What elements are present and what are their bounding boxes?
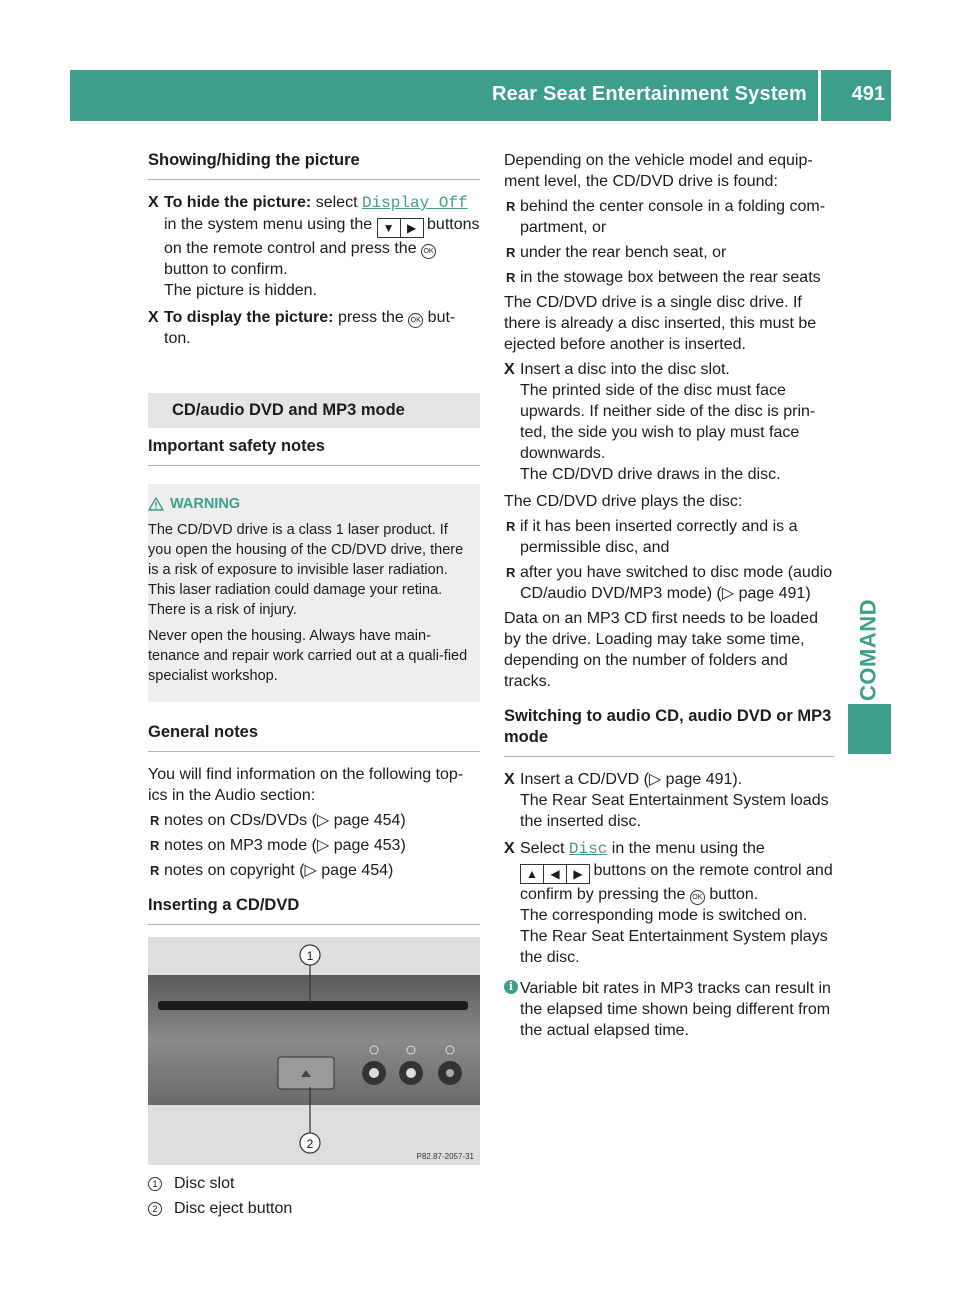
warning-paragraph-1: The CD/DVD drive is a class 1 laser product. If you open the housing of the CD/DVD drive, there is a risk of exposure to invisible laser radiation. This laser radiation could damage your retina. There is a risk of injury. bbox=[148, 522, 464, 618]
general-item-text: notes on copyright (▷ page 454) bbox=[164, 862, 394, 879]
inserting-heading: Inserting a CD/DVD bbox=[148, 895, 480, 925]
photo-code: P82.87-2057-31 bbox=[416, 1152, 474, 1161]
left-key-icon: ◀ bbox=[543, 864, 567, 884]
bullet-icon: R bbox=[506, 199, 516, 214]
step2-text-1: Select bbox=[520, 840, 565, 857]
side-tab-marker bbox=[848, 704, 891, 754]
display-text-1: press the bbox=[337, 309, 404, 326]
legend-number: 2 bbox=[148, 1202, 162, 1216]
hide-picture-step bbox=[148, 192, 480, 301]
callout-1: 1 bbox=[306, 949, 314, 963]
step2-text-4: button. bbox=[709, 886, 759, 903]
callout-2: 2 bbox=[306, 1137, 314, 1151]
info-note bbox=[504, 978, 834, 1041]
list-item bbox=[504, 562, 834, 604]
step1-text: Insert a CD/DVD (▷ page 491). bbox=[520, 771, 743, 788]
warning-title-text: WARNING bbox=[170, 496, 241, 512]
legend-item bbox=[148, 1198, 480, 1219]
list-item bbox=[148, 835, 480, 856]
step-arrow-icon: X bbox=[504, 361, 515, 378]
single-disc-note: The CD/DVD drive is a single disc drive. If there is already a disc inserted, this must be ejected before another is inserted. bbox=[504, 294, 817, 353]
select-disc-step bbox=[504, 838, 834, 968]
general-item-text: notes on MP3 mode (▷ page 453) bbox=[164, 837, 406, 854]
up-key-icon: ▲ bbox=[520, 864, 544, 884]
drive-location-intro: Depending on the vehicle model and equip-ment level, the CD/DVD drive is found: bbox=[504, 152, 813, 190]
disc-menu-item: Disc bbox=[568, 840, 608, 858]
display-off-menu-item: Display Off bbox=[361, 194, 468, 212]
right-key-icon: ▶ bbox=[400, 218, 424, 238]
disc-slot bbox=[158, 1001, 468, 1010]
hide-label: To hide the picture: bbox=[164, 194, 312, 211]
warning-title bbox=[148, 494, 472, 514]
page-number: 491 bbox=[851, 83, 885, 105]
location-text: in the stowage box between the rear seats bbox=[520, 269, 821, 286]
warning-paragraph-2: Never open the housing. Always have main-tenance and repair work carried out at a quali-fied specialist workshop. bbox=[148, 628, 468, 684]
step2-result-2: The Rear Seat Entertainment System plays the disc. bbox=[520, 928, 828, 966]
section-title: CD/audio DVD and MP3 mode bbox=[148, 393, 480, 428]
bullet-icon: R bbox=[150, 838, 160, 853]
info-icon: i bbox=[504, 980, 518, 994]
step-arrow-icon: X bbox=[504, 840, 515, 857]
bullet-icon: R bbox=[150, 813, 160, 828]
hide-result: The picture is hidden. bbox=[164, 282, 317, 299]
insert-result: The CD/DVD drive draws in the disc. bbox=[520, 466, 781, 483]
bullet-icon: R bbox=[506, 565, 516, 580]
plays-item-text: after you have switched to disc mode (audio CD/audio DVD/MP3 mode) (▷ page 491) bbox=[520, 564, 833, 602]
down-key-icon: ▼ bbox=[377, 218, 401, 238]
location-text: under the rear bench seat, or bbox=[520, 244, 727, 261]
legend-label: Disc eject button bbox=[174, 1200, 293, 1217]
location-text: behind the center console in a folding com-partment, or bbox=[520, 198, 826, 236]
right-key-icon: ▶ bbox=[566, 864, 590, 884]
general-notes-heading: General notes bbox=[148, 722, 480, 752]
insert-cd-step bbox=[504, 769, 834, 832]
mp3-note: Data on an MP3 CD first needs to be loaded by the drive. Loading may take some time, depending on the number of folders and tracks. bbox=[504, 610, 818, 690]
warning-box bbox=[148, 484, 480, 702]
insert-step-text: Insert a disc into the disc slot. bbox=[520, 361, 730, 378]
step-arrow-icon: X bbox=[148, 309, 159, 326]
page-header bbox=[70, 70, 891, 121]
hide-text-3: buttons on the remote control and press the bbox=[164, 216, 480, 257]
step-arrow-icon: X bbox=[148, 194, 159, 211]
cd-drive-illustration bbox=[148, 937, 480, 1165]
list-item bbox=[504, 516, 834, 558]
hide-text-1: select bbox=[315, 194, 358, 211]
step2-result-1: The corresponding mode is switched on. bbox=[520, 907, 808, 924]
ok-button-icon: OK bbox=[408, 313, 423, 328]
insert-detail: The printed side of the disc must face upwards. If neither side of the disc is prin-ted, the side you wish to play must face downwards. bbox=[520, 382, 816, 462]
step2-text-3: buttons on the remote control and confirm by pressing the bbox=[520, 862, 833, 903]
ok-button-icon: OK bbox=[421, 244, 436, 259]
list-item bbox=[504, 196, 834, 238]
hide-text-2: in the system menu using the bbox=[164, 216, 373, 233]
hide-text-4: button to confirm. bbox=[164, 261, 288, 278]
insert-disc-step bbox=[504, 359, 834, 485]
list-item bbox=[504, 267, 834, 288]
switching-heading: Switching to audio CD, audio DVD or MP3 mode bbox=[504, 706, 834, 757]
list-item bbox=[504, 242, 834, 263]
step1-result: The Rear Seat Entertainment System loads the inserted disc. bbox=[520, 792, 829, 830]
bullet-icon: R bbox=[506, 270, 516, 285]
legend-number: 1 bbox=[148, 1177, 162, 1191]
bullet-icon: R bbox=[506, 519, 516, 534]
ok-button-icon: OK bbox=[690, 890, 705, 905]
safety-notes-heading: Important safety notes bbox=[148, 436, 480, 466]
side-tab-label: COMAND bbox=[855, 599, 881, 701]
display-picture-step bbox=[148, 307, 480, 349]
step2-text-2: in the menu using the bbox=[611, 840, 765, 857]
left-column bbox=[148, 150, 480, 1223]
list-item bbox=[148, 860, 480, 881]
plays-intro: The CD/DVD drive plays the disc: bbox=[504, 493, 743, 510]
legend-item bbox=[148, 1173, 480, 1194]
plays-item-text: if it has been inserted correctly and is a permissible disc, and bbox=[520, 518, 798, 556]
header-title: Rear Seat Entertainment System bbox=[491, 83, 807, 105]
info-text: Variable bit rates in MP3 tracks can result in the elapsed time shown being different from the actual elapsed time. bbox=[520, 980, 831, 1039]
showing-hiding-heading: Showing/hiding the picture bbox=[148, 150, 480, 180]
cd-drive-photo bbox=[148, 937, 480, 1165]
general-intro: You will find information on the following top-ics in the Audio section: bbox=[148, 766, 464, 804]
warning-triangle-icon bbox=[148, 497, 164, 511]
list-item bbox=[148, 810, 480, 831]
display-label: To display the picture: bbox=[164, 309, 334, 326]
display-text-2: but-ton. bbox=[164, 309, 456, 347]
step-arrow-icon: X bbox=[504, 771, 515, 788]
bullet-icon: R bbox=[506, 245, 516, 260]
legend-label: Disc slot bbox=[174, 1175, 235, 1192]
general-item-text: notes on CDs/DVDs (▷ page 454) bbox=[164, 812, 406, 829]
bullet-icon: R bbox=[150, 863, 160, 878]
right-column bbox=[504, 150, 834, 1041]
header-divider bbox=[818, 70, 821, 121]
